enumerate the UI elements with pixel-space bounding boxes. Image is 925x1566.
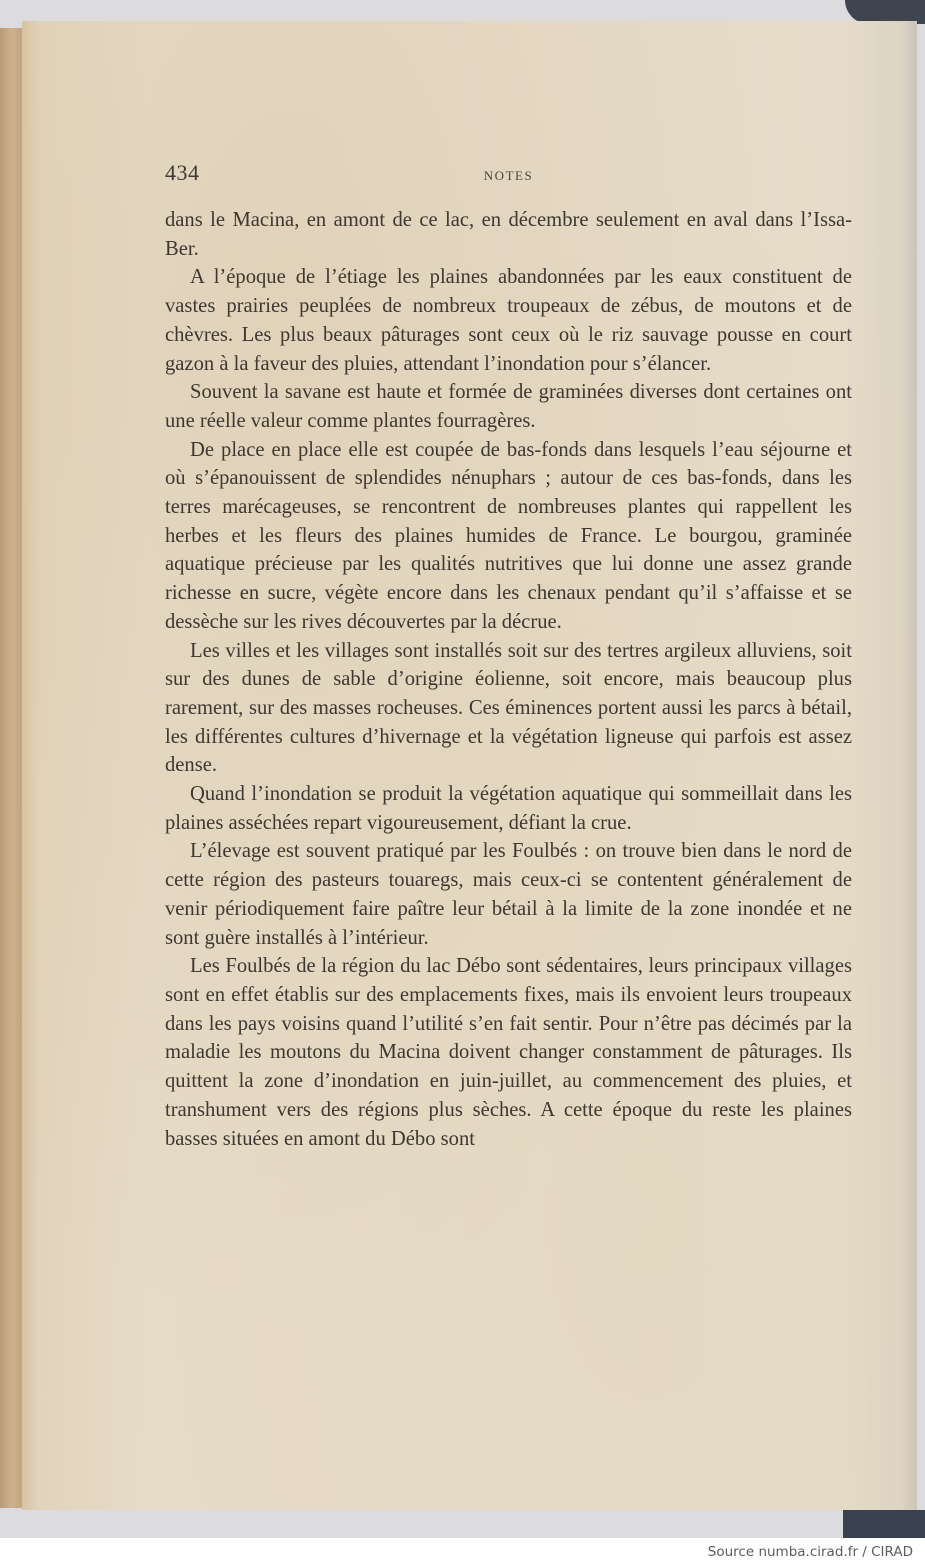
page-header [165, 160, 852, 190]
paragraph: Souvent la savane est haute et formée de graminées diverses dont certaines ont une réelle valeur comme plantes fourragères. [165, 381, 852, 432]
paragraph: L’élevage est souvent pratiqué par les Foulbés : on trouve bien dans le nord de cette région des pasteurs touaregs, mais ceux-ci se contentent généralement de venir périodiquement faire paître leur bétail à la limite de la zone inondée et ne sont guère installés à l’intérieur. [165, 840, 852, 949]
paragraph: dans le Macina, en amont de ce lac, en décembre seulement en aval dans l’Issa-Ber. [165, 209, 852, 260]
running-head: NOTES [483, 168, 534, 183]
scanner-edge-bottom [843, 1510, 925, 1538]
body-text [165, 206, 852, 1153]
paragraph: A l’époque de l’étiage les plaines abandonnées par les eaux constituent de vastes prairies peuplées de nombreux troupeaux de zébus, de moutons et de chèvres. Les plus beaux pâturages sont ceux où le riz sauvage pousse en court gazon à la faveur des pluies, attendant l’inondation pour s’élancer. [165, 266, 852, 375]
paragraph: Quand l’inondation se produit la végétation aquatique qui sommeillait dans les plaines asséchées repart vigoureusement, défiant la crue. [165, 783, 852, 834]
source-attribution: Source numba.cirad.fr / CIRAD [707, 1544, 913, 1560]
paragraph: Les villes et les villages sont installés soit sur des tertres argileux alluviens, soit sur des dunes de sable d’origine éolienne, soit encore, mais beaucoup plus rarement, sur des masses rocheuses. Ces éminences portent aussi les parcs à bétail, les différentes cultures d’hivernage et la végétation ligneuse qui parfois est assez dense. [165, 639, 852, 777]
page-number: 434 [165, 160, 200, 185]
paragraph: Les Foulbés de la région du lac Débo sont sédentaires, leurs principaux villages sont en effet établis sur des emplacements fixes, mais ils envoient leurs troupeaux dans les pays voisins quand l’utilité s’en fait sentir. Pour n’être pas décimés par la maladie les moutons du Macina doivent changer constamment de pâturages. Ils quittent la zone d’inondation en juin-juillet, au commencement des pluies, et transhument vers des régions plus sèches. A cette époque du reste les plaines basses situées en amont du Débo sont [165, 955, 852, 1150]
paragraph: De place en place elle est coupée de bas-fonds dans lesquels l’eau séjourne et où s’épanouissent de splendides nénuphars ; autour de ces bas-fonds, dans les terres marécageuses, se rencontrent de nombreuses plantes qui rappellent les herbes et les fleurs des plaines humides de France. Le bourgou, graminée aquatique précieuse par les qualités nutritives que lui donne une assez grande richesse en sucre, végète encore dans les chenaux pendant qu’il s’affaisse et se dessèche sur les rives découvertes par la décrue. [165, 438, 852, 633]
